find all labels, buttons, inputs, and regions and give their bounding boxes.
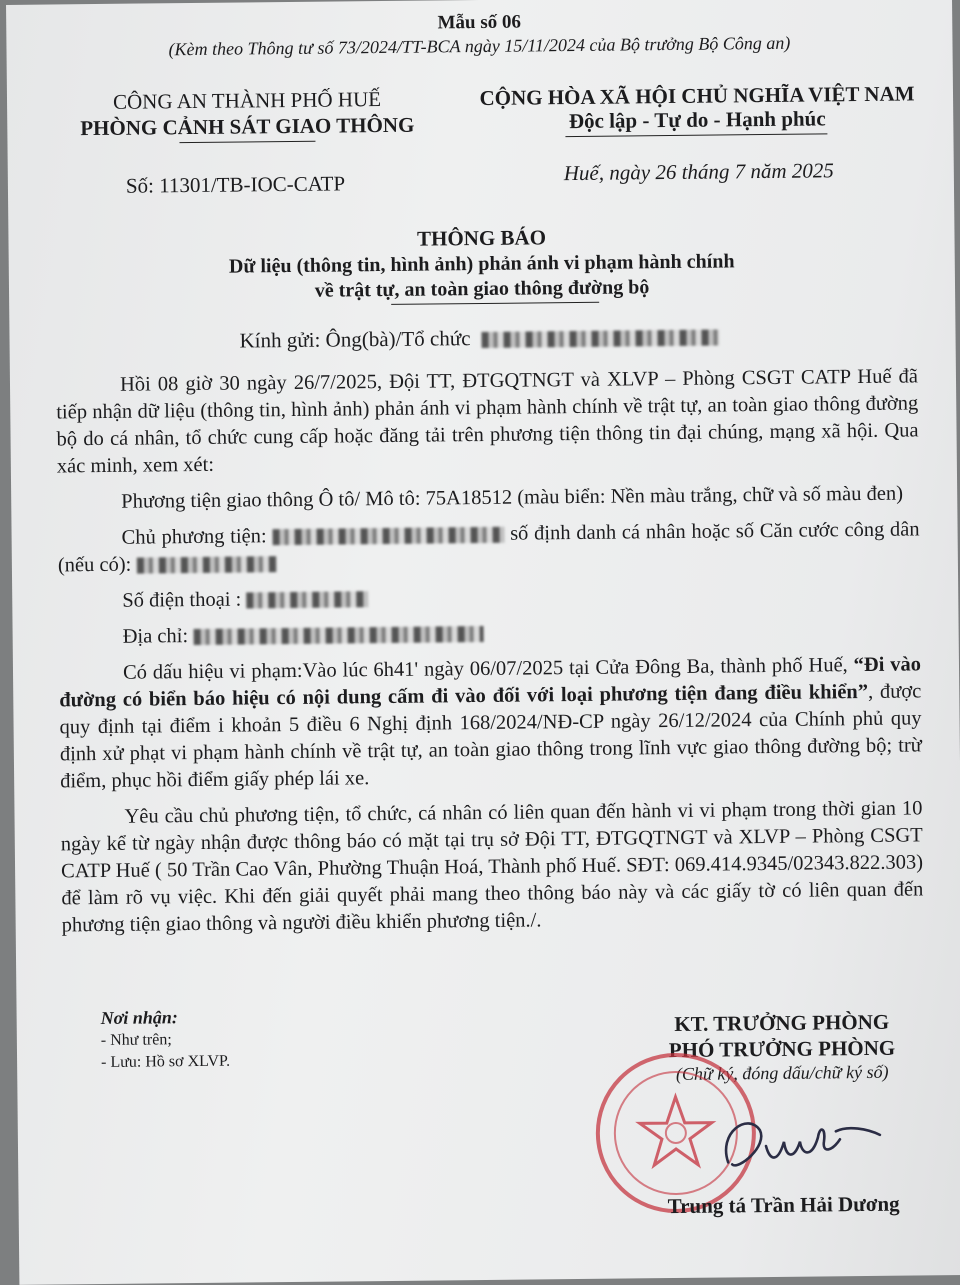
redacted-phone (246, 591, 368, 608)
intro-paragraph: Hồi 08 giờ 30 ngày 26/7/2025, Đội TT, ĐTGQTNGT và XLVP – Phòng CSGT CATP Huế đã tiếp nhận dữ liệu (thông tin, hình ảnh) phản ánh vi phạm hành chính về trật tự, an toàn giao thông đường bộ do cá nhân, tổ chức cung cấp hoặc đăng tải trên phương tiện thông tin đại chúng, mạng xã hội. Qua xác minh, xem xét: (56, 365, 919, 478)
motto-underline (565, 133, 827, 137)
title-underline (391, 302, 599, 305)
nation-motto: Độc lập - Tự do - Hạnh phúc (568, 106, 826, 134)
phone-label: Số điện thoại : (122, 588, 242, 612)
redacted-owner-name (272, 527, 504, 545)
document-title: THÔNG BÁO (416, 225, 547, 251)
agency-name: PHÒNG CẢNH SÁT GIAO THÔNG (80, 112, 415, 141)
recipients-item-1: - Như trên; (100, 1031, 172, 1050)
owner-paragraph (57, 516, 920, 579)
redacted-owner-id (136, 556, 276, 573)
address-paragraph (59, 615, 921, 651)
document-number: Số: 11301/TB-IOC-CATP (125, 171, 346, 198)
document-page (6, 0, 960, 1285)
request-paragraph: Yêu cầu chủ phương tiện, tổ chức, cá nhân có liên quan đến hành vi vi phạm trong thời gian 10 ngày kể từ ngày nhận được thông báo có mặt tại trụ sở Đội TT, ĐTGQTNGT và XLVP – Phòng CSGT CATP Huế ( 50 Trần Cao Vân, Phường Thuận Hoá, Thành phố Huế. SĐT: 069.414.9345/02343.822.303) để làm rõ vụ việc. Khi đến giải quyết phải mang theo thông báo này và các giấy tờ có liên quan đến phương tiện giao thông và người điều khiển phương tiện./. (60, 797, 924, 937)
form-attachment-note: (Kèm theo Thông tư số 73/2024/TT-BCA ngày 15/11/2024 của Bộ trưởng Bộ Công an) (168, 32, 791, 60)
signature-title-1: KT. TRƯỞNG PHÒNG (674, 1009, 890, 1037)
redacted-recipient (482, 330, 720, 348)
owner-label: Chủ phương tiện: (121, 525, 267, 549)
signature-note: (Chữ ký, đóng dấu/chữ ký số) (675, 1061, 889, 1084)
violation-description: “Đi vào đường có biển báo hiệu có nội dung cấm đi vào đối với loại phương tiện đang điều khiển” (59, 653, 922, 712)
notice-body (56, 363, 924, 939)
handwritten-signature (708, 1101, 889, 1193)
agency-underline (179, 141, 315, 143)
recipients-item-2: - Lưu: Hồ sơ XLVP. (101, 1052, 231, 1072)
signer-name: Trung tá Trần Hải Dương (667, 1191, 900, 1219)
nation-title: CỘNG HÒA XÃ HỘI CHỦ NGHĨA VIỆT NAM (479, 81, 915, 110)
violation-prefix: Có dấu hiệu vi phạm:Vào lúc 6h41' ngày 06/07/2025 tại Cửa Đông Ba, thành phố Huế, (122, 654, 854, 684)
address-label: Địa chỉ: (122, 625, 189, 648)
recipient-line (239, 323, 719, 353)
violation-legal-basis: , được quy định tại điểm i khoản 5 điều 6 Nghị định 168/2024/NĐ-CP ngày 26/12/2024 của Chính phủ quy định xử phạt vi phạm hành chính về trật tự, an toàn giao thông trong lĩnh vực giao thông đường bộ; trừ điểm, phục hồi điểm giấy phép lái xe. (59, 680, 922, 793)
recipient-label: Kính gửi: Ông(bà)/Tổ chức (239, 326, 471, 353)
document-date: Huế, ngày 26 tháng 7 năm 2025 (563, 158, 834, 186)
document-subtitle-line1: Dữ liệu (thông tin, hình ảnh) phản ánh vi phạm hành chính (228, 250, 735, 278)
owner-id-label: số định danh cá nhân hoặc số Căn cước công dân (nếu có): (57, 518, 920, 577)
phone-paragraph (58, 579, 920, 615)
redacted-address (193, 626, 483, 645)
document-subtitle-line2: về trật tự, an toàn giao thông đường bộ (314, 276, 650, 302)
agency-parent: CÔNG AN THÀNH PHỐ HUẾ (112, 87, 382, 114)
signature-title-2: PHÓ TRƯỞNG PHÒNG (668, 1035, 896, 1063)
vehicle-paragraph: Phương tiện giao thông Ô tô/ Mô tô: 75A18512 (màu biển: Nền màu trắng, chữ và số màu đen) (121, 482, 904, 513)
form-number: Mẫu số 06 (437, 11, 522, 34)
violation-paragraph (59, 651, 922, 795)
recipients-label: Nơi nhận: (100, 1007, 178, 1029)
